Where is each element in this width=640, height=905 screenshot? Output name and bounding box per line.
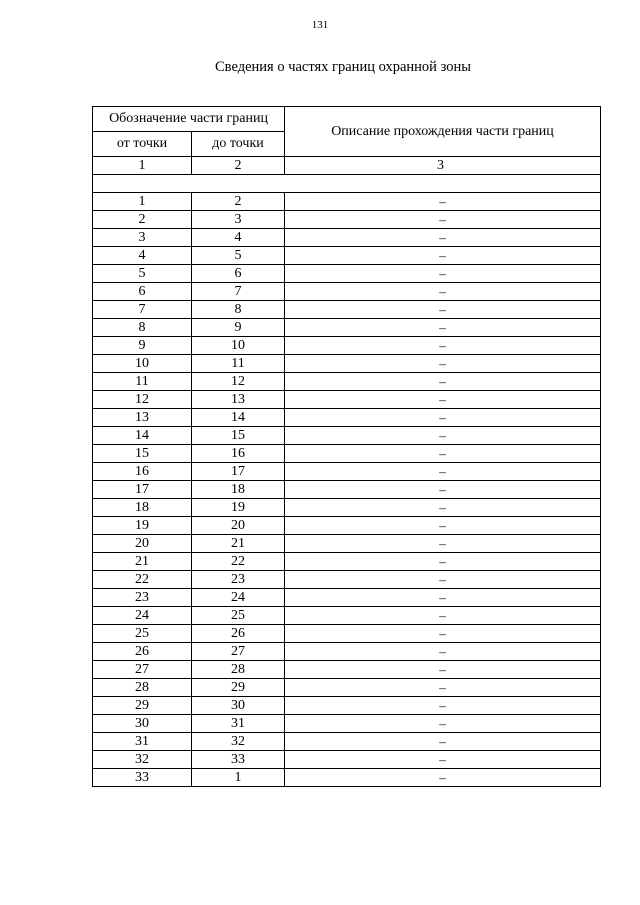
document-title: Сведения о частях границ охранной зоны — [215, 59, 471, 75]
to-point-cell: 3 — [192, 211, 285, 229]
from-point-cell: 16 — [93, 463, 192, 481]
to-point-cell: 29 — [192, 679, 285, 697]
table-row — [93, 607, 601, 625]
from-point-cell: 21 — [93, 553, 192, 571]
description-cell: – — [285, 697, 601, 715]
from-point-cell: 3 — [93, 229, 192, 247]
column-number: 1 — [93, 157, 192, 175]
table-row — [93, 769, 601, 787]
table-row — [93, 229, 601, 247]
to-point-cell: 28 — [192, 661, 285, 679]
to-point-cell: 4 — [192, 229, 285, 247]
to-point-cell: 11 — [192, 355, 285, 373]
table-row — [93, 391, 601, 409]
to-point-cell: 12 — [192, 373, 285, 391]
from-point-cell: 11 — [93, 373, 192, 391]
description-cell: – — [285, 589, 601, 607]
table-row — [93, 715, 601, 733]
description-cell: – — [285, 553, 601, 571]
from-point-cell: 19 — [93, 517, 192, 535]
header-boundary-designation: Обозначение части границ — [93, 107, 285, 132]
boundary-parts-table — [92, 106, 601, 787]
description-cell: – — [285, 301, 601, 319]
to-point-cell: 19 — [192, 499, 285, 517]
to-point-cell: 32 — [192, 733, 285, 751]
to-point-cell: 16 — [192, 445, 285, 463]
description-cell: – — [285, 481, 601, 499]
description-cell: – — [285, 463, 601, 481]
table-row — [93, 499, 601, 517]
to-point-cell: 27 — [192, 643, 285, 661]
table-row — [93, 193, 601, 211]
description-cell: – — [285, 661, 601, 679]
table-row — [93, 751, 601, 769]
table-row — [93, 355, 601, 373]
to-point-cell: 30 — [192, 697, 285, 715]
header-row — [93, 107, 601, 132]
description-cell: – — [285, 751, 601, 769]
description-cell: – — [285, 391, 601, 409]
table-row — [93, 481, 601, 499]
description-cell: – — [285, 265, 601, 283]
to-point-cell: 22 — [192, 553, 285, 571]
page-number: 131 — [311, 19, 329, 31]
to-point-cell: 8 — [192, 301, 285, 319]
description-cell: – — [285, 409, 601, 427]
to-point-cell: 10 — [192, 337, 285, 355]
table-row — [93, 211, 601, 229]
description-cell: – — [285, 499, 601, 517]
table-row — [93, 553, 601, 571]
from-point-cell: 23 — [93, 589, 192, 607]
to-point-cell: 31 — [192, 715, 285, 733]
from-point-cell: 22 — [93, 571, 192, 589]
column-number-row — [93, 157, 601, 175]
table-row — [93, 571, 601, 589]
to-point-cell: 13 — [192, 391, 285, 409]
table-row — [93, 409, 601, 427]
to-point-cell: 9 — [192, 319, 285, 337]
table-row — [93, 445, 601, 463]
from-point-cell: 17 — [93, 481, 192, 499]
from-point-cell: 6 — [93, 283, 192, 301]
table-row — [93, 733, 601, 751]
to-point-cell: 18 — [192, 481, 285, 499]
description-cell: – — [285, 373, 601, 391]
description-cell: – — [285, 535, 601, 553]
from-point-cell: 1 — [93, 193, 192, 211]
description-cell: – — [285, 211, 601, 229]
description-cell: – — [285, 715, 601, 733]
from-point-cell: 32 — [93, 751, 192, 769]
from-point-cell: 13 — [93, 409, 192, 427]
description-cell: – — [285, 247, 601, 265]
from-point-cell: 15 — [93, 445, 192, 463]
table-row — [93, 337, 601, 355]
to-point-cell: 2 — [192, 193, 285, 211]
header-to-point: до точки — [192, 132, 285, 157]
description-cell: – — [285, 445, 601, 463]
table-row — [93, 517, 601, 535]
from-point-cell: 27 — [93, 661, 192, 679]
table-row — [93, 319, 601, 337]
description-cell: – — [285, 427, 601, 445]
from-point-cell: 14 — [93, 427, 192, 445]
from-point-cell: 7 — [93, 301, 192, 319]
description-cell: – — [285, 355, 601, 373]
from-point-cell: 9 — [93, 337, 192, 355]
to-point-cell: 26 — [192, 625, 285, 643]
to-point-cell: 7 — [192, 283, 285, 301]
description-cell: – — [285, 769, 601, 787]
from-point-cell: 24 — [93, 607, 192, 625]
from-point-cell: 29 — [93, 697, 192, 715]
column-number: 3 — [285, 157, 601, 175]
table-row — [93, 301, 601, 319]
description-cell: – — [285, 679, 601, 697]
empty-cell — [93, 175, 601, 193]
from-point-cell: 31 — [93, 733, 192, 751]
to-point-cell: 24 — [192, 589, 285, 607]
column-number: 2 — [192, 157, 285, 175]
to-point-cell: 21 — [192, 535, 285, 553]
to-point-cell: 25 — [192, 607, 285, 625]
from-point-cell: 8 — [93, 319, 192, 337]
table-row — [93, 589, 601, 607]
table-row — [93, 661, 601, 679]
description-cell: – — [285, 517, 601, 535]
table-row — [93, 427, 601, 445]
table-row — [93, 283, 601, 301]
from-point-cell: 28 — [93, 679, 192, 697]
description-cell: – — [285, 733, 601, 751]
to-point-cell: 5 — [192, 247, 285, 265]
description-cell: – — [285, 337, 601, 355]
table-row — [93, 679, 601, 697]
to-point-cell: 20 — [192, 517, 285, 535]
description-cell: – — [285, 193, 601, 211]
from-point-cell: 5 — [93, 265, 192, 283]
description-cell: – — [285, 571, 601, 589]
to-point-cell: 14 — [192, 409, 285, 427]
table-row — [93, 535, 601, 553]
description-cell: – — [285, 283, 601, 301]
header-description: Описание прохождения части границ — [285, 107, 601, 157]
table-row — [93, 625, 601, 643]
from-point-cell: 4 — [93, 247, 192, 265]
to-point-cell: 33 — [192, 751, 285, 769]
from-point-cell: 18 — [93, 499, 192, 517]
to-point-cell: 17 — [192, 463, 285, 481]
from-point-cell: 26 — [93, 643, 192, 661]
description-cell: – — [285, 607, 601, 625]
description-cell: – — [285, 625, 601, 643]
to-point-cell: 6 — [192, 265, 285, 283]
to-point-cell: 23 — [192, 571, 285, 589]
empty-row — [93, 175, 601, 193]
table-row — [93, 247, 601, 265]
to-point-cell: 15 — [192, 427, 285, 445]
from-point-cell: 25 — [93, 625, 192, 643]
table-row — [93, 463, 601, 481]
description-cell: – — [285, 643, 601, 661]
from-point-cell: 12 — [93, 391, 192, 409]
from-point-cell: 2 — [93, 211, 192, 229]
description-cell: – — [285, 319, 601, 337]
table-row — [93, 697, 601, 715]
table-row — [93, 265, 601, 283]
from-point-cell: 20 — [93, 535, 192, 553]
to-point-cell: 1 — [192, 769, 285, 787]
from-point-cell: 10 — [93, 355, 192, 373]
from-point-cell: 30 — [93, 715, 192, 733]
description-cell: – — [285, 229, 601, 247]
table-row — [93, 373, 601, 391]
from-point-cell: 33 — [93, 769, 192, 787]
table-row — [93, 643, 601, 661]
header-from-point: от точки — [93, 132, 192, 157]
